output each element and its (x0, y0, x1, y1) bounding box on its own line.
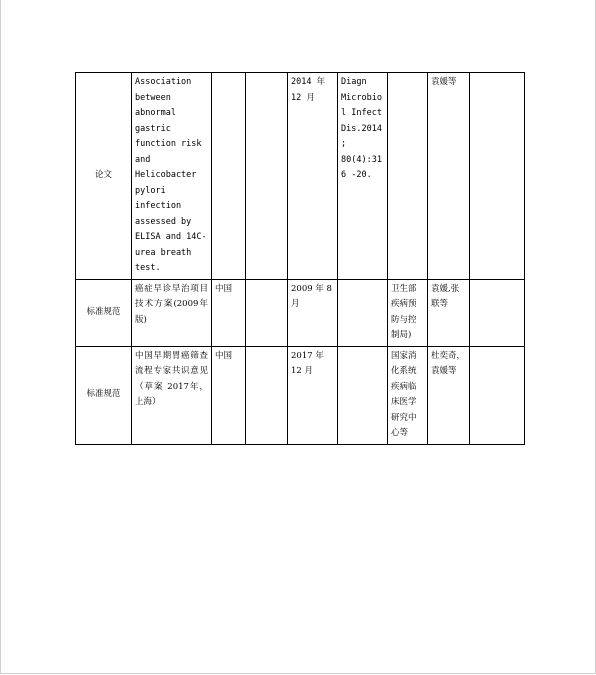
empty-cell (246, 346, 288, 444)
empty-cell (470, 73, 525, 280)
publication-cell (338, 346, 388, 444)
achievements-table (75, 72, 525, 445)
country-cell (212, 73, 246, 280)
title-cell: Association between abnormal gastric function risk and Helicobacter pylori infection assessed by ELISA and 14C-urea breath test. (132, 73, 212, 280)
type-cell: 论文 (76, 73, 132, 280)
title-cell: 中国早期胃癌筛查流程专家共识意见（草案 2017年，上海） (132, 346, 212, 444)
table-row (76, 73, 525, 280)
publication-cell: Diagn Microbiol Infect Dis.2014; 80(4):316 -20. (338, 73, 388, 280)
type-cell: 标准规范 (76, 279, 132, 346)
table-row (76, 279, 525, 346)
country-cell: 中国 (212, 346, 246, 444)
authors-cell: 杜奕奇，袁媛等 (428, 346, 470, 444)
publication-cell (338, 279, 388, 346)
date-cell: 2017 年 12 月 (288, 346, 338, 444)
table-row (76, 346, 525, 444)
empty-cell (246, 73, 288, 280)
date-cell: 2014 年 12 月 (288, 73, 338, 280)
org-cell: 卫生部疾病预防与控制局) (388, 279, 428, 346)
title-cell: 癌症早诊早治项目技术方案(2009年版) (132, 279, 212, 346)
authors-cell: 袁媛,张联等 (428, 279, 470, 346)
date-cell: 2009 年 8 月 (288, 279, 338, 346)
authors-cell: 袁媛等 (428, 73, 470, 280)
org-cell: 国家消化系统疾病临床医学研究中心等 (388, 346, 428, 444)
empty-cell (470, 279, 525, 346)
org-cell (388, 73, 428, 280)
empty-cell (470, 346, 525, 444)
country-cell: 中国 (212, 279, 246, 346)
type-cell: 标准规范 (76, 346, 132, 444)
empty-cell (246, 279, 288, 346)
